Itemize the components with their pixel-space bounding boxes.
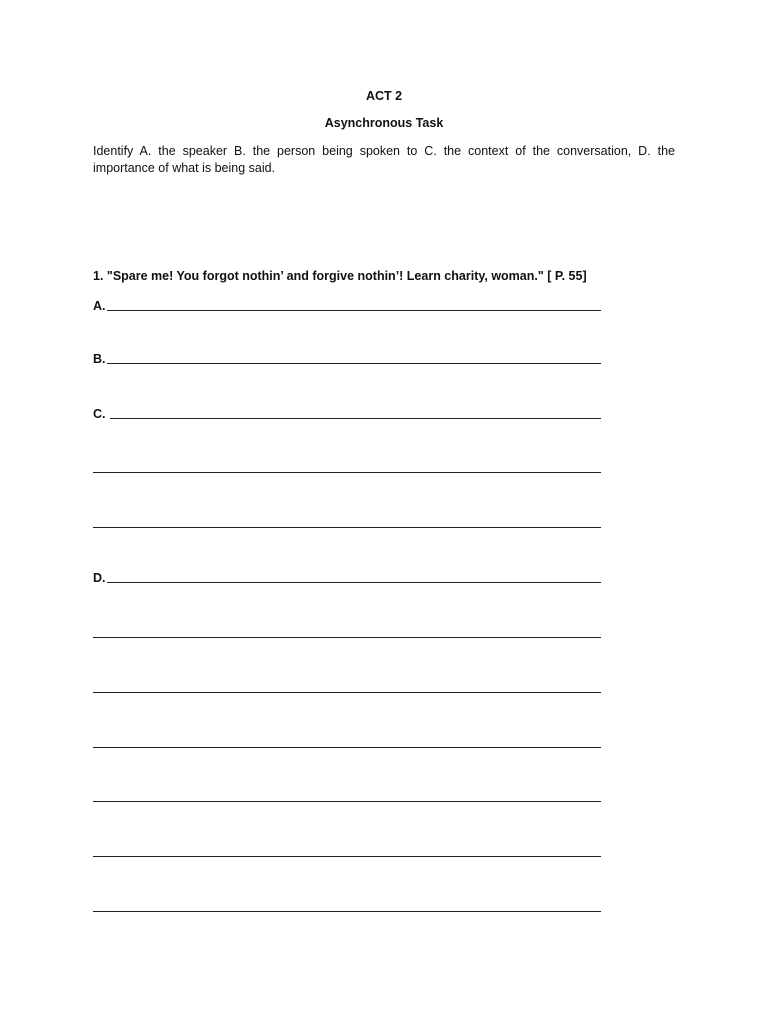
- instructions-text: Identify A. the speaker B. the person being spoken to C. the context of the conversation, D. the importance of what is being said.: [93, 144, 675, 175]
- answer-d-continuation-line[interactable]: [93, 679, 601, 695]
- answer-d-rule: [107, 582, 602, 583]
- answer-d-continuation-line[interactable]: [93, 843, 601, 859]
- answer-c-line[interactable]: [93, 405, 601, 421]
- answer-b-rule: [107, 363, 602, 364]
- answer-c-rule-3: [93, 527, 601, 528]
- answer-d-rule-5: [93, 801, 601, 802]
- answer-a-label: A.: [93, 299, 106, 313]
- task-title: Asynchronous Task: [324, 116, 444, 130]
- act-title: ACT 2: [365, 89, 403, 103]
- answer-d-line[interactable]: [93, 569, 601, 585]
- answer-d-continuation-line[interactable]: [93, 734, 601, 750]
- question-1: 1. "Spare me! You forgot nothin’ and forgive nothin’! Learn charity, woman." [ P. 55]: [93, 269, 587, 283]
- answer-c-continuation-line[interactable]: [93, 459, 601, 475]
- answer-d-label: D.: [93, 571, 106, 585]
- answer-d-rule-4: [93, 747, 601, 748]
- answer-c-rule: [110, 418, 601, 419]
- answer-d-continuation-line[interactable]: [93, 624, 601, 640]
- answer-d-continuation-line[interactable]: [93, 898, 601, 914]
- answer-d-rule-3: [93, 692, 601, 693]
- answer-d-rule-7: [93, 911, 601, 912]
- answer-c-rule-2: [93, 472, 601, 473]
- answer-c-label: C.: [93, 407, 109, 421]
- answer-b-label: B.: [93, 352, 106, 366]
- answer-d-rule-6: [93, 856, 601, 857]
- answer-d-rule-2: [93, 637, 601, 638]
- answer-a-rule: [107, 310, 602, 311]
- answer-b-line[interactable]: [93, 350, 601, 366]
- answer-d-continuation-line[interactable]: [93, 788, 601, 804]
- answer-c-continuation-line[interactable]: [93, 514, 601, 530]
- answer-a-line[interactable]: [93, 297, 601, 313]
